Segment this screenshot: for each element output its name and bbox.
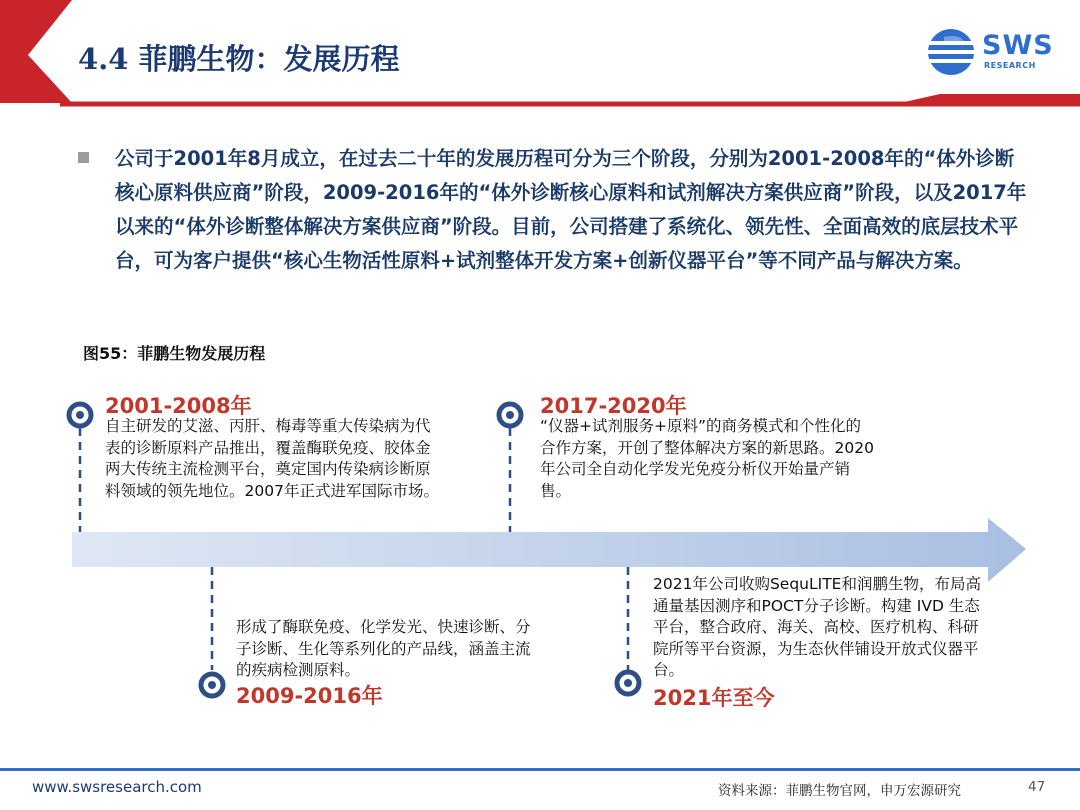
timeline-node-icon: [69, 404, 91, 426]
timeline-node-icon: [201, 674, 223, 696]
timeline-arrow: [72, 518, 1026, 582]
stage2-description: 形成了酶联免疫、化学发光、快速诊断、分子诊断、生化等系列化的产品线，涵盖主流的疾病检测原料。: [236, 618, 531, 679]
stage4-period: 2021年至今: [653, 686, 775, 710]
footer-rule: [0, 768, 1080, 771]
stage1-period: 2001-2008年: [105, 394, 252, 418]
timeline-node-icon: [617, 672, 639, 694]
stage4-description: 2021年公司收购SequLITE和润鹏生物，布局高通量基因测序和POCT分子诊断。构建 IVD 生态平台，整合政府、海关、高校、医疗机构、科研院所等平台资源，为生态伙伴铺设开放式仪器平台。: [653, 575, 981, 679]
footer-source: 资料来源：菲鹏生物官网，申万宏源研究: [718, 783, 961, 799]
stage3-description: “仪器+试剂服务+原料”的商务模式和个性化的合作方案，开创了整体解决方案的新思路。2020年公司全自动化学发光免疫分析仪开始量产销售。: [540, 417, 874, 500]
stage1-description: 自主研发的艾滋、丙肝、梅毒等重大传染病为代表的诊断原料产品推出，覆盖酶联免疫、胶体金两大传统主流检测平台，奠定国内传染病诊断原料领域的领先地位。2007年正式进军国际市场。: [105, 417, 439, 500]
logo-subtitle: RESEARCH: [984, 61, 1036, 70]
page-number: 47: [1028, 779, 1046, 795]
sws-logo-icon: [926, 27, 978, 77]
page-title: 4.4 菲鹏生物：发展历程: [78, 42, 400, 76]
logo-wordmark: SWS: [982, 30, 1054, 61]
square-bullet-icon: [78, 152, 89, 163]
intro-paragraph: 公司于2001年8月成立，在过去二十年的发展历程可分为三个阶段，分别为2001-2008年的“体外诊断核心原料供应商”阶段，2009-2016年的“体外诊断核心原料和试剂解决方案供应商”阶段，以及2017年以来的“体外诊断整体解决方案供应商”阶段。目前，公司搭建了系统化、领先性、全面高效的底层技术平台，可为客户提供“核心生物活性原料+试剂整体开发方案+创新仪器平台”等不同产品与解决方案。: [115, 147, 1027, 272]
stage2-period: 2009-2016年: [236, 684, 383, 708]
timeline-node-icon: [499, 404, 521, 426]
footer-website-link[interactable]: www.swsresearch.com: [32, 778, 202, 796]
stage3-period: 2017-2020年: [540, 394, 687, 418]
figure-caption: 图55：菲鹏生物发展历程: [83, 344, 266, 363]
